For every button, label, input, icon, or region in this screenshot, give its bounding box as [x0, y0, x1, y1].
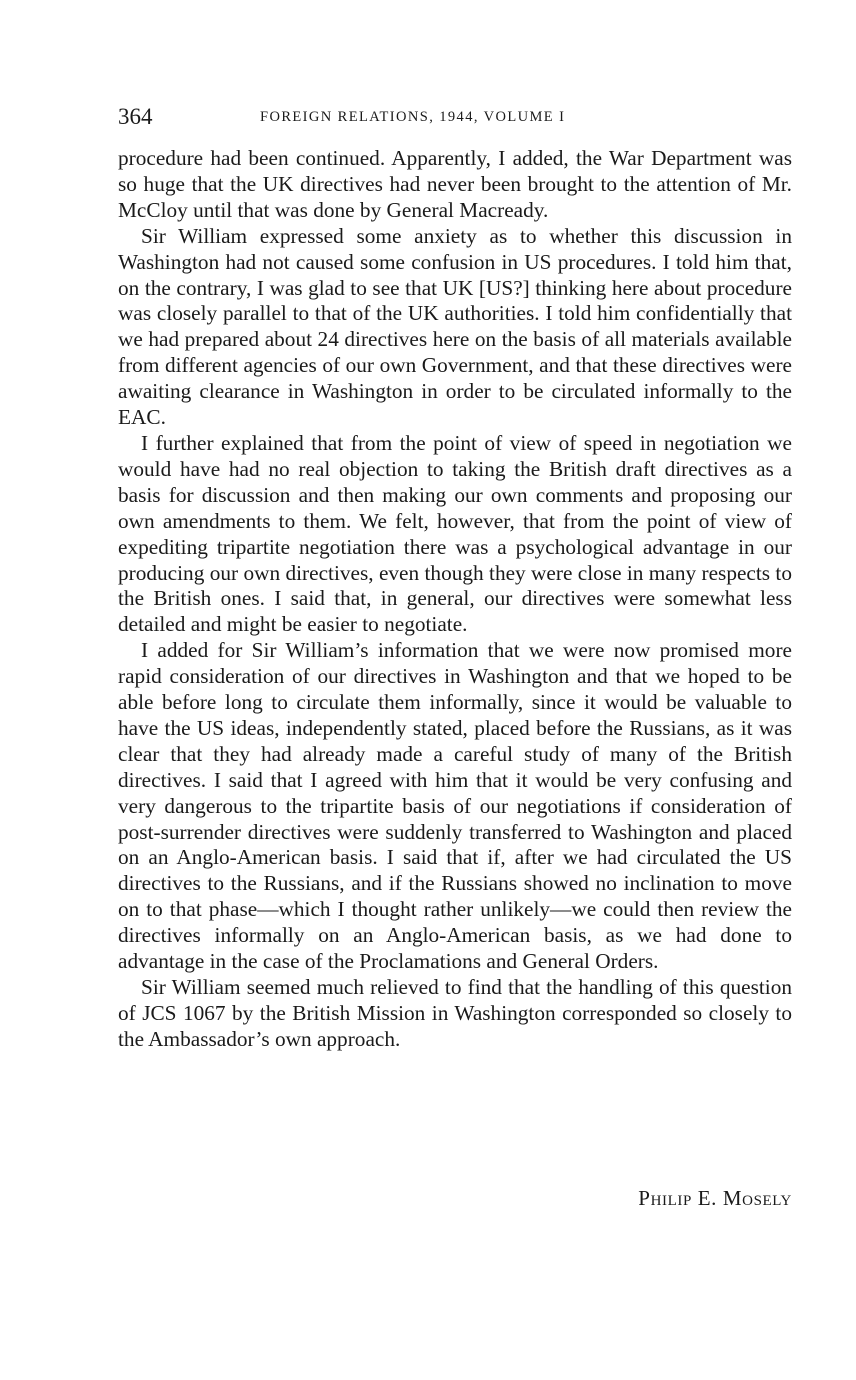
paragraph: Sir William seemed much relieved to find that the handling of this question of JCS 1067 by the British Mission in Washington corresponded so closely to the Ambassador’s own approach. [118, 975, 792, 1051]
running-head [118, 102, 792, 132]
body-text [118, 146, 792, 1053]
page-number: 364 [118, 104, 153, 129]
paragraph-continuation: procedure had been continued. Apparently, I added, the War Department was so huge that the UK directives had never been brought to the attention of Mr. McCloy until that was done by General Macready. [118, 146, 792, 222]
paragraph: I further explained that from the point of view of speed in negotiation we would have had no real objection to taking the British draft directives as a basis for discussion and then making our own comments and proposing our own amendments to them. We felt, however, that from the point of view of expediting tripartite negotiation there was a psychological advantage in our producing our own directives, even though they were close in many respects to the British ones. I said that, in general, our directives were somewhat less detailed and might be easier to negotiate. [118, 430, 792, 637]
signature: Philip E. Mosely [638, 1186, 792, 1210]
paragraph: Sir William expressed some anxiety as to whether this discussion in Washington had not caused some confusion in US procedures. I told him that, on the contrary, I was glad to see that UK [US?] thinking here about procedure was closely parallel to that of the UK authorities. I told him confidentially that we had prepared about 24 directives here on the basis of all materials available from different agencies of our own Government, and that these directives were awaiting clearance in Washington in order to be circulated informally to the EAC. [118, 223, 792, 430]
running-title: FOREIGN RELATIONS, 1944, VOLUME I [260, 109, 566, 125]
paragraph: I added for Sir William’s information that we were now promised more rapid consideration of our directives in Washington and that we hoped to be able before long to circulate them informally, since it would be valuable to have the US ideas, independently stated, placed before the Russians, as it was clear that they had already made a careful study of many of the British directives. I said that I agreed with him that it would be very confusing and very dangerous to the tripartite basis of our negotiations if consideration of post-surrender directives were suddenly transferred to Washington and placed on an Anglo-American basis. I said that if, after we had circulated the US directives to the Russians, and if the Russians showed no inclination to move on to that phase—which I thought rather unlikely—we could then review the directives informally on an Anglo-American basis, as we had done to advantage in the case of the Proclamations and General Orders. [118, 638, 792, 974]
